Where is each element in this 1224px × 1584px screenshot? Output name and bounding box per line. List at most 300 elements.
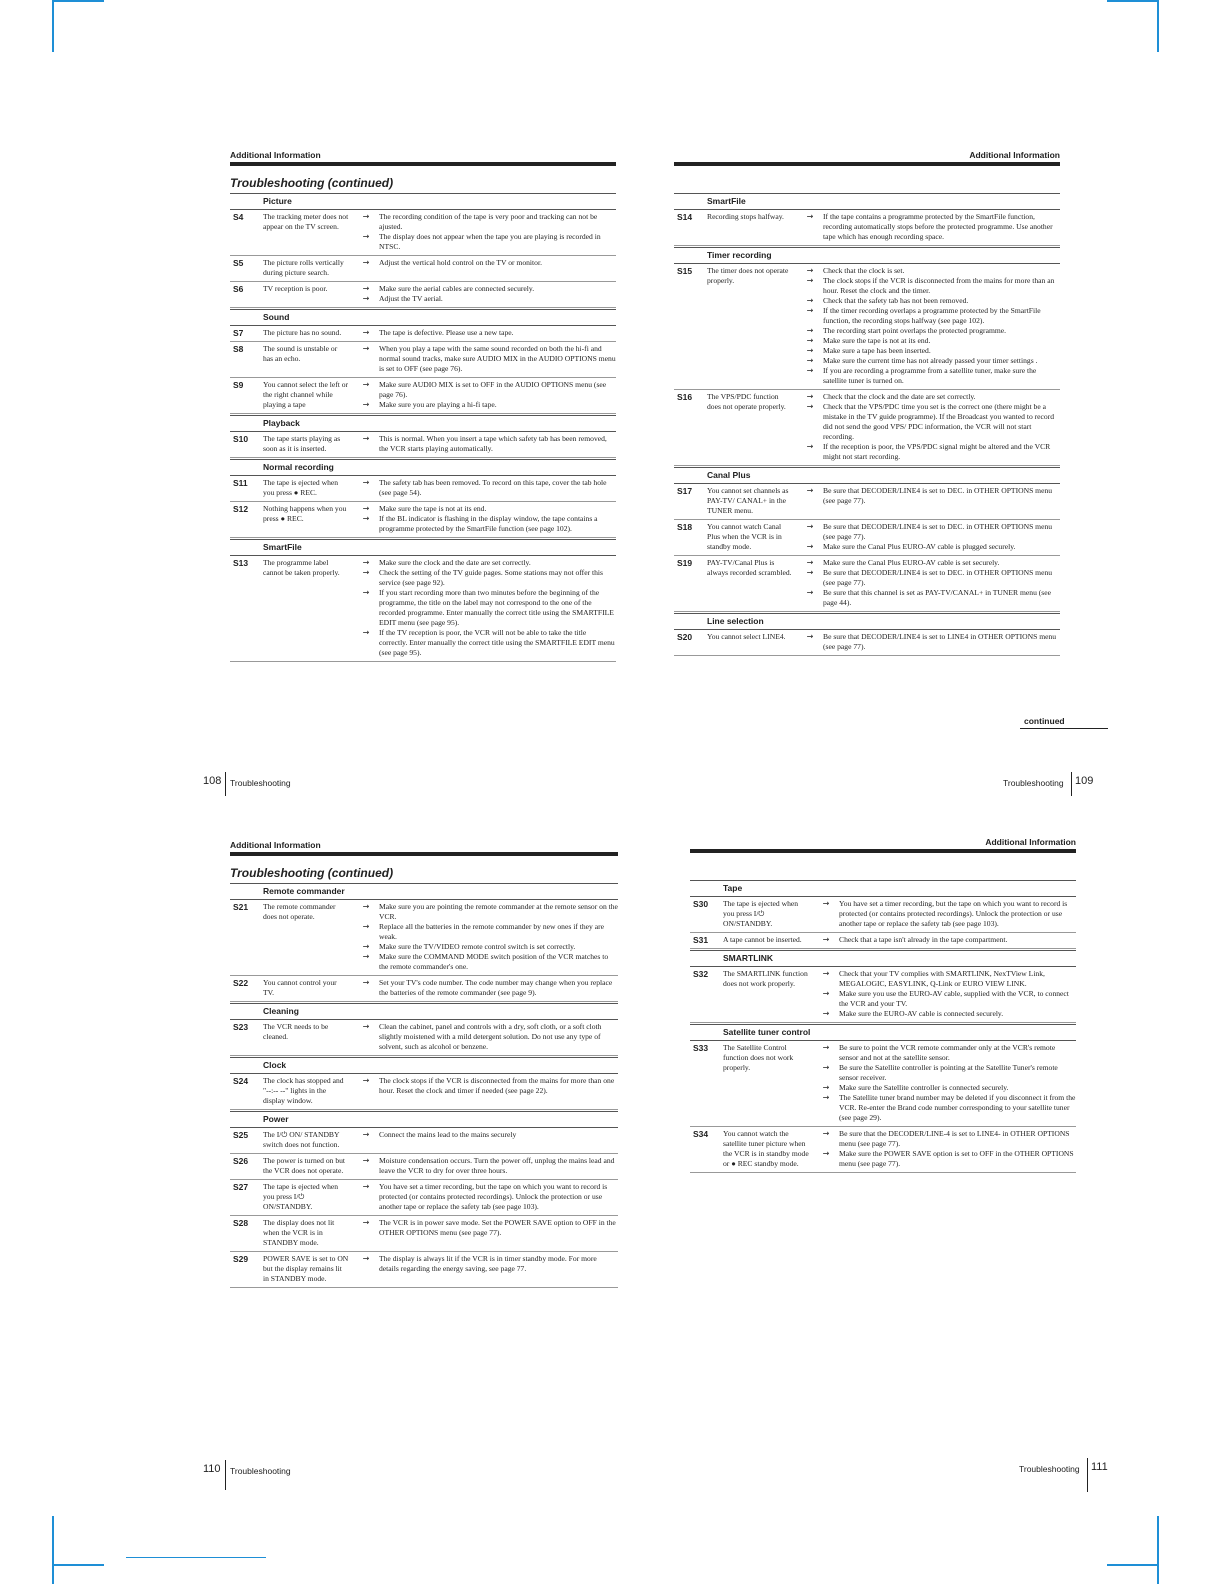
arrow-icon: →	[806, 336, 814, 345]
table-row	[230, 282, 616, 308]
remedy-item	[797, 568, 1060, 588]
crop-mark	[126, 1557, 266, 1558]
footer-label: Troubleshooting	[1019, 1464, 1080, 1474]
arrow-icon: →	[806, 212, 814, 221]
remedy-item	[353, 400, 616, 410]
remedy-list	[353, 284, 616, 304]
page-number: 108	[203, 775, 222, 787]
remedy-text: Make sure the current time has not already passed your timer settings .	[823, 356, 1038, 365]
symptom-text: PAY-TV/Canal Plus is always recorded scrambled.	[707, 558, 792, 577]
arrow-icon: →	[806, 326, 814, 335]
table-row	[230, 256, 616, 282]
remedy-list	[353, 902, 618, 972]
remedy-item	[813, 899, 1076, 929]
symptom-text: The power is turned on but the VCR does not operate.	[263, 1156, 346, 1175]
remedy-item	[797, 296, 1060, 306]
remedy-item	[813, 1063, 1076, 1083]
symptom-text: The sound is unstable or has an echo.	[263, 344, 338, 363]
remedy-text: Make sure the clock and the date are set correctly.	[379, 558, 531, 567]
symptom-code: S30	[693, 899, 709, 909]
symptom-text: The picture rolls vertically during picture search.	[263, 258, 344, 277]
table-row	[690, 897, 1076, 933]
section-header: Additional Information	[230, 150, 321, 160]
trouble-section	[230, 539, 616, 662]
remedy-item	[353, 1076, 618, 1096]
remedy-item	[813, 935, 1076, 945]
crop-mark	[52, 0, 54, 52]
table-row	[674, 520, 1060, 556]
remedy-item	[353, 588, 616, 628]
trouble-section	[230, 459, 616, 538]
symptom-code: S34	[693, 1129, 709, 1139]
arrow-icon: →	[362, 942, 370, 951]
remedy-text: Check the setting of the TV guide pages. Some stations may not offer this service (see page 92).	[379, 568, 603, 587]
arrow-icon: →	[362, 212, 370, 221]
arrow-icon: →	[362, 380, 370, 389]
remedy-item	[353, 1254, 618, 1274]
arrow-icon: →	[806, 266, 814, 275]
table-row	[674, 484, 1060, 520]
remedy-list	[813, 899, 1076, 929]
remedy-item	[813, 1093, 1076, 1123]
symptom-text: TV reception is poor.	[263, 284, 328, 293]
remedy-text: The recording condition of the tape is very poor and tracking can not be ajusted.	[379, 212, 598, 231]
symptom-text: The programme label cannot be taken properly.	[263, 558, 340, 577]
remedy-text: Be sure to point the VCR remote commander only at the VCR's remote sensor and not at the satellite sensor.	[839, 1043, 1056, 1062]
remedy-text: Be sure that DECODER/LINE4 is set to DEC. in OTHER OPTIONS menu (see page 77).	[823, 522, 1053, 541]
arrow-icon: →	[362, 1156, 370, 1165]
arrow-icon: →	[822, 1129, 830, 1138]
remedy-text: Adjust the TV aerial.	[379, 294, 443, 303]
remedy-text: The recording start point overlaps the protected programme.	[823, 326, 1007, 335]
remedy-text: Clean the cabinet, panel and controls with a dry, soft cloth, or a soft cloth slightly moistened with a mild detergent solution. Do not use any type of solvent, such as alcohol or benzene.	[379, 1022, 602, 1051]
arrow-icon: →	[362, 628, 370, 637]
remedy-text: Make sure the TV/VIDEO remote control switch is set correctly.	[379, 942, 576, 951]
symptom-text: The tape starts playing as soon as it is inserted.	[263, 434, 341, 453]
symptom-code: S21	[233, 902, 249, 912]
symptom-text: The clock has stopped and "--:-- --" lights in the display window.	[263, 1076, 344, 1105]
remedy-text: Be sure that DECODER/LINE4 is set to DEC. in OTHER OPTIONS menu (see page 77).	[823, 568, 1053, 587]
arrow-icon: →	[362, 952, 370, 961]
symptom-code: S14	[677, 212, 693, 222]
remedy-list	[797, 392, 1060, 462]
table-row	[674, 264, 1060, 390]
remedy-item	[353, 568, 616, 588]
symptom-code: S27	[233, 1182, 249, 1192]
remedy-text: Check that the safety tab has not been removed.	[823, 296, 969, 305]
remedy-text: Make sure the POWER SAVE option is set to OFF in the OTHER OPTIONS menu (see page 77).	[839, 1149, 1074, 1168]
page-title: Troubleshooting (continued)	[230, 866, 394, 880]
arrow-icon: →	[362, 344, 370, 353]
arrow-icon: →	[362, 558, 370, 567]
arrow-icon: →	[822, 1093, 830, 1102]
remedy-list	[797, 486, 1060, 516]
arrow-icon: →	[362, 258, 370, 267]
arrow-icon: →	[362, 514, 370, 523]
arrow-icon: →	[362, 1218, 370, 1227]
section-label: Clock	[230, 1058, 618, 1074]
symptom-text: Recording stops halfway.	[707, 212, 784, 221]
crop-mark	[1107, 1564, 1159, 1566]
remedy-text: Check that the clock and the date are set correctly.	[823, 392, 976, 401]
arrow-icon: →	[806, 392, 814, 401]
table-row	[690, 1041, 1076, 1127]
crop-mark	[52, 1516, 54, 1584]
remedy-item	[353, 434, 616, 454]
page-number: 111	[1091, 1461, 1108, 1473]
table-row	[230, 1252, 618, 1288]
symptom-text: You cannot select LINE4.	[707, 632, 786, 641]
remedy-text: Make sure you use the EURO-AV cable, supplied with the VCR, to connect the VCR and your TV.	[839, 989, 1069, 1008]
arrow-icon: →	[806, 632, 814, 641]
symptom-code: S9	[233, 380, 244, 390]
remedy-text: Make sure the Satellite controller is connected securely.	[839, 1083, 1009, 1092]
table-row	[230, 900, 618, 976]
remedy-list	[353, 1156, 618, 1176]
arrow-icon: →	[806, 306, 814, 315]
remedy-text: Moisture condensation occurs. Turn the power off, unplug the mains lead and leave the VCR to dry for over three hours.	[379, 1156, 615, 1175]
remedy-text: Make sure a tape has been inserted.	[823, 346, 931, 355]
remedy-item	[813, 1149, 1076, 1169]
symptom-text: The remote commander does not operate.	[263, 902, 336, 921]
section-label: Canal Plus	[674, 468, 1060, 484]
footer-label: Troubleshooting	[230, 778, 291, 788]
remedy-text: Make sure the tape is not at its end.	[823, 336, 931, 345]
arrow-icon: →	[362, 1022, 370, 1031]
arrow-icon: →	[362, 328, 370, 337]
remedy-item	[353, 258, 616, 268]
remedy-list	[353, 1182, 618, 1212]
remedy-item	[353, 1218, 618, 1238]
remedy-item	[797, 392, 1060, 402]
remedy-item	[353, 232, 616, 252]
section-label: Cleaning	[230, 1004, 618, 1020]
arrow-icon: →	[822, 989, 830, 998]
remedy-item	[353, 628, 616, 658]
symptom-code: S28	[233, 1218, 249, 1228]
remedy-item	[353, 952, 618, 972]
header-rule	[230, 162, 616, 166]
remedy-item	[353, 1182, 618, 1212]
crop-mark	[1107, 0, 1159, 2]
remedy-text: If the timer recording overlaps a programme protected by the SmartFile function, the recording stops halfway (see page 102).	[823, 306, 1041, 325]
remedy-item	[797, 306, 1060, 326]
symptom-text: You cannot select the left or the right channel while playing a tape	[263, 380, 349, 409]
remedy-text: Connect the mains lead to the mains securely	[379, 1130, 517, 1139]
remedy-item	[353, 1156, 618, 1176]
page-109	[674, 150, 1060, 656]
arrow-icon: →	[806, 558, 814, 567]
symptom-code: S31	[693, 935, 709, 945]
section-header: Additional Information	[230, 840, 321, 850]
arrow-icon: →	[362, 978, 370, 987]
table-row	[674, 390, 1060, 466]
remedy-item	[797, 402, 1060, 442]
table-row	[690, 1127, 1076, 1173]
arrow-icon: →	[806, 588, 814, 597]
section-label: Timer recording	[674, 248, 1060, 264]
remedy-text: Check that a tape isn't already in the tape compartment.	[839, 935, 1008, 944]
arrow-icon: →	[822, 899, 830, 908]
remedy-list	[797, 266, 1060, 386]
remedy-text: Be sure the Satellite controller is pointing at the Satellite Tuner's remote sensor receiver.	[839, 1063, 1058, 1082]
arrow-icon: →	[362, 284, 370, 293]
arrow-icon: →	[806, 522, 814, 531]
remedy-item	[797, 276, 1060, 296]
remedy-text: If the TV reception is poor, the VCR will not be able to take the title correctly. Enter manually the correct title using the SMARTFILE EDIT menu (see page 95).	[379, 628, 615, 657]
remedy-item	[353, 514, 616, 534]
symptom-text: The tape is ejected when you press I/⏻ ON/STANDBY.	[263, 1182, 339, 1211]
symptom-code: S15	[677, 266, 693, 276]
continued-label: continued	[1024, 716, 1065, 726]
symptom-code: S5	[233, 258, 244, 268]
remedy-list	[353, 1076, 618, 1106]
table-row	[230, 378, 616, 414]
arrow-icon: →	[822, 1149, 830, 1158]
remedy-text: This is normal. When you insert a tape which safety tab has been removed, the VCR starts playing automatically.	[379, 434, 607, 453]
remedy-list	[353, 1022, 618, 1052]
remedy-text: Make sure the EURO-AV cable is connected securely.	[839, 1009, 1004, 1018]
arrow-icon: →	[822, 935, 830, 944]
remedy-list	[797, 522, 1060, 552]
remedy-text: Set your TV's code number. The code number may change when you replace the batteries of the remote commander (see page 9).	[379, 978, 613, 997]
remedy-text: Adjust the vertical hold control on the TV or monitor.	[379, 258, 542, 267]
section-label: SmartFile	[230, 540, 616, 556]
header-rule	[230, 852, 618, 856]
crop-mark	[1157, 0, 1159, 52]
remedy-text: The display does not appear when the tape you are playing is recorded in NTSC.	[379, 232, 601, 251]
arrow-icon: →	[806, 442, 814, 451]
arrow-icon: →	[362, 294, 370, 303]
crop-mark	[52, 0, 104, 2]
trouble-section	[690, 950, 1076, 1023]
remedy-list	[813, 935, 1076, 945]
remedy-list	[353, 504, 616, 534]
section-label: Picture	[230, 194, 616, 210]
remedy-text: Make sure you are pointing the remote commander at the remote sensor on the VCR.	[379, 902, 618, 921]
symptom-text: The Satellite Control function does not work properly.	[723, 1043, 794, 1072]
table-row	[230, 432, 616, 458]
remedy-text: You have set a timer recording, but the tape on which you want to record is protected (or contains protected recordings). Unlock the protection or use another tape or replace the safety tab (see page 103).	[379, 1182, 608, 1211]
symptom-code: S18	[677, 522, 693, 532]
arrow-icon: →	[362, 400, 370, 409]
page-108	[230, 150, 616, 662]
table-row	[674, 630, 1060, 656]
section-label: Remote commander	[230, 884, 618, 900]
symptom-code: S10	[233, 434, 249, 444]
arrow-icon: →	[806, 568, 814, 577]
remedy-item	[797, 558, 1060, 568]
trouble-section	[674, 193, 1060, 246]
arrow-icon: →	[362, 922, 370, 931]
symptom-text: The display does not lit when the VCR is in STANDBY mode.	[263, 1218, 335, 1247]
remedy-item	[353, 978, 618, 998]
trouble-section	[230, 883, 618, 1002]
remedy-text: The VCR is in power save mode. Set the POWER SAVE option to OFF in the OTHER OPTIONS menu (see page 77).	[379, 1218, 616, 1237]
remedy-text: If the tape contains a programme protected by the SmartFile function, recording automatically stops before the protected programme. Use another tape which has enough recording space.	[823, 212, 1053, 241]
remedy-item	[353, 1022, 618, 1052]
remedy-text: The safety tab has been removed. To record on this tape, cover the tab hole (see page 54).	[379, 478, 607, 497]
section-label: Power	[230, 1112, 618, 1128]
remedy-text: The display is always lit if the VCR is in timer standby mode. For more details regarding the energy saving, see page 77.	[379, 1254, 597, 1273]
table-row	[230, 1154, 618, 1180]
symptom-code: S6	[233, 284, 244, 294]
section-header: Additional Information	[969, 150, 1060, 160]
symptom-text: The I/⏻ ON/ STANDBY switch does not function.	[263, 1130, 340, 1149]
table-row	[230, 476, 616, 502]
remedy-item	[813, 1129, 1076, 1149]
remedy-list	[353, 478, 616, 498]
symptom-text: POWER SAVE is set to ON but the display remains lit in STANDBY mode.	[263, 1254, 349, 1283]
remedy-item	[353, 504, 616, 514]
footer-divider	[1071, 772, 1072, 796]
trouble-section	[690, 1024, 1076, 1173]
symptom-text: The tracking meter does not appear on the TV screen.	[263, 212, 349, 231]
symptom-code: S16	[677, 392, 693, 402]
remedy-list	[353, 434, 616, 454]
remedy-item	[797, 542, 1060, 552]
trouble-section	[230, 1111, 618, 1288]
trouble-section	[230, 309, 616, 414]
page-111	[690, 837, 1076, 1173]
symptom-code: S4	[233, 212, 244, 222]
remedy-item	[813, 1009, 1076, 1019]
arrow-icon: →	[806, 542, 814, 551]
remedy-text: Make sure the Canal Plus EURO-AV cable is set securely.	[823, 558, 1000, 567]
symptom-code: S20	[677, 632, 693, 642]
remedy-item	[797, 632, 1060, 652]
remedy-text: Check that the clock is set.	[823, 266, 905, 275]
remedy-item	[353, 328, 616, 338]
remedy-list	[813, 1129, 1076, 1169]
remedy-list	[797, 558, 1060, 608]
remedy-text: Make sure the Canal Plus EURO-AV cable is plugged securely.	[823, 542, 1016, 551]
remedy-text: If you start recording more than two minutes before the beginning of the programme, the title on the label may not correspond to the one of the recorded programme. Enter manually the correct title using the SMARTFILE EDIT menu (see page 95).	[379, 588, 614, 627]
arrow-icon: →	[362, 1130, 370, 1139]
trouble-section	[230, 1057, 618, 1110]
title-spacer	[690, 853, 1076, 879]
remedy-item	[353, 212, 616, 232]
page-title: Troubleshooting (continued)	[230, 176, 394, 190]
page-number: 110	[203, 1463, 221, 1475]
remedy-list	[353, 1218, 618, 1248]
arrow-icon: →	[362, 504, 370, 513]
symptom-text: The tape is ejected when you press I/⏻ ON/STANDBY.	[723, 899, 799, 928]
symptom-code: S11	[233, 478, 248, 488]
arrow-icon: →	[806, 276, 814, 285]
arrow-icon: →	[822, 969, 830, 978]
remedy-item	[353, 902, 618, 922]
remedy-text: Make sure the COMMAND MODE switch position of the VCR matches to the remote commander's one.	[379, 952, 609, 971]
remedy-list	[813, 969, 1076, 1019]
table-row	[230, 502, 616, 538]
table-row	[674, 556, 1060, 612]
remedy-list	[797, 212, 1060, 242]
arrow-icon: →	[362, 1254, 370, 1263]
remedy-item	[353, 344, 616, 374]
section-label: Line selection	[674, 614, 1060, 630]
symptom-code: S17	[677, 486, 693, 496]
remedy-text: The tape is defective. Please use a new tape.	[379, 328, 514, 337]
arrow-icon: →	[362, 478, 370, 487]
trouble-section	[690, 880, 1076, 949]
trouble-section	[674, 613, 1060, 656]
remedy-item	[797, 588, 1060, 608]
remedy-list	[797, 632, 1060, 652]
symptom-code: S23	[233, 1022, 249, 1032]
section-label: Playback	[230, 416, 616, 432]
crop-mark	[52, 1564, 104, 1566]
symptom-code: S8	[233, 344, 244, 354]
remedy-list	[353, 978, 618, 998]
table-row	[230, 1180, 618, 1216]
remedy-text: When you play a tape with the same sound recorded on both the hi-fi and normal sound tracks, make sure AUDIO MIX in the AUDIO OPTIONS menu is set to OFF (see page 76).	[379, 344, 616, 373]
remedy-text: Make sure AUDIO MIX is set to OFF in the AUDIO OPTIONS menu (see page 76).	[379, 380, 607, 399]
remedy-item	[797, 266, 1060, 276]
page-110	[230, 840, 618, 1288]
arrow-icon: →	[822, 1063, 830, 1072]
remedy-item	[797, 212, 1060, 242]
remedy-item	[353, 558, 616, 568]
symptom-text: The picture has no sound.	[263, 328, 342, 337]
remedy-item	[813, 1043, 1076, 1063]
remedy-text: If you are recording a programme from a satellite tuner, make sure the satellite tuner is turned on.	[823, 366, 1037, 385]
table-row	[230, 976, 618, 1002]
section-label: Sound	[230, 310, 616, 326]
table-row	[230, 1128, 618, 1154]
remedy-list	[353, 344, 616, 374]
symptom-text: The timer does not operate properly.	[707, 266, 789, 285]
remedy-list	[813, 1043, 1076, 1123]
remedy-text: Check that your TV complies with SMARTLINK, NexTView Link, MEGALOGIC, EASYLINK, Q-Link or EURO VIEW LINK.	[839, 969, 1045, 988]
symptom-code: S24	[233, 1076, 249, 1086]
symptom-text: You cannot watch Canal Plus when the VCR is in standby mode.	[707, 522, 782, 551]
remedy-item	[353, 942, 618, 952]
arrow-icon: →	[806, 366, 814, 375]
table-row	[674, 210, 1060, 246]
table-row	[230, 1020, 618, 1056]
remedy-text: Be sure that this channel is set as PAY-TV/CANAL+ in TUNER menu (see page 44).	[823, 588, 1051, 607]
arrow-icon: →	[806, 346, 814, 355]
trouble-section	[230, 193, 616, 308]
remedy-item	[813, 989, 1076, 1009]
arrow-icon: →	[806, 486, 814, 495]
remedy-item	[813, 969, 1076, 989]
symptom-text: Nothing happens when you press ● REC.	[263, 504, 347, 523]
symptom-code: S26	[233, 1156, 249, 1166]
table-row	[230, 326, 616, 342]
footer-divider	[225, 1460, 226, 1490]
table-row	[230, 556, 616, 662]
symptom-text: The VPS/PDC function does not operate properly.	[707, 392, 786, 411]
remedy-text: The Satellite tuner brand number may be deleted if you disconnect it from the VCR. Re-enter the Brand code number corresponding to your satellite tuner (see page 29).	[839, 1093, 1076, 1122]
remedy-text: Be sure that the DECODER/LINE-4 is set to LINE4- in OTHER OPTIONS menu (see page 77).	[839, 1129, 1070, 1148]
symptom-text: The VCR needs to be cleaned.	[263, 1022, 329, 1041]
section-label: Satellite tuner control	[690, 1025, 1076, 1041]
symptom-text: A tape cannot be inserted.	[723, 935, 802, 944]
remedy-list	[353, 212, 616, 252]
remedy-item	[353, 380, 616, 400]
table-row	[230, 342, 616, 378]
remedy-item	[353, 1130, 618, 1140]
remedy-text: Replace all the batteries in the remote commander by new ones if they are weak.	[379, 922, 604, 941]
remedy-item	[797, 346, 1060, 356]
remedy-text: If the BL indicator is flashing in the display window, the tape contains a programme protected by the SmartFile function (see page 102).	[379, 514, 598, 533]
arrow-icon: →	[822, 1009, 830, 1018]
remedy-text: Make sure the tape is not at its end.	[379, 504, 487, 513]
remedy-text: The clock stops if the VCR is disconnected from the mains for more than an hour. Reset the clock and the timer.	[823, 276, 1055, 295]
page-number: 109	[1075, 775, 1094, 787]
